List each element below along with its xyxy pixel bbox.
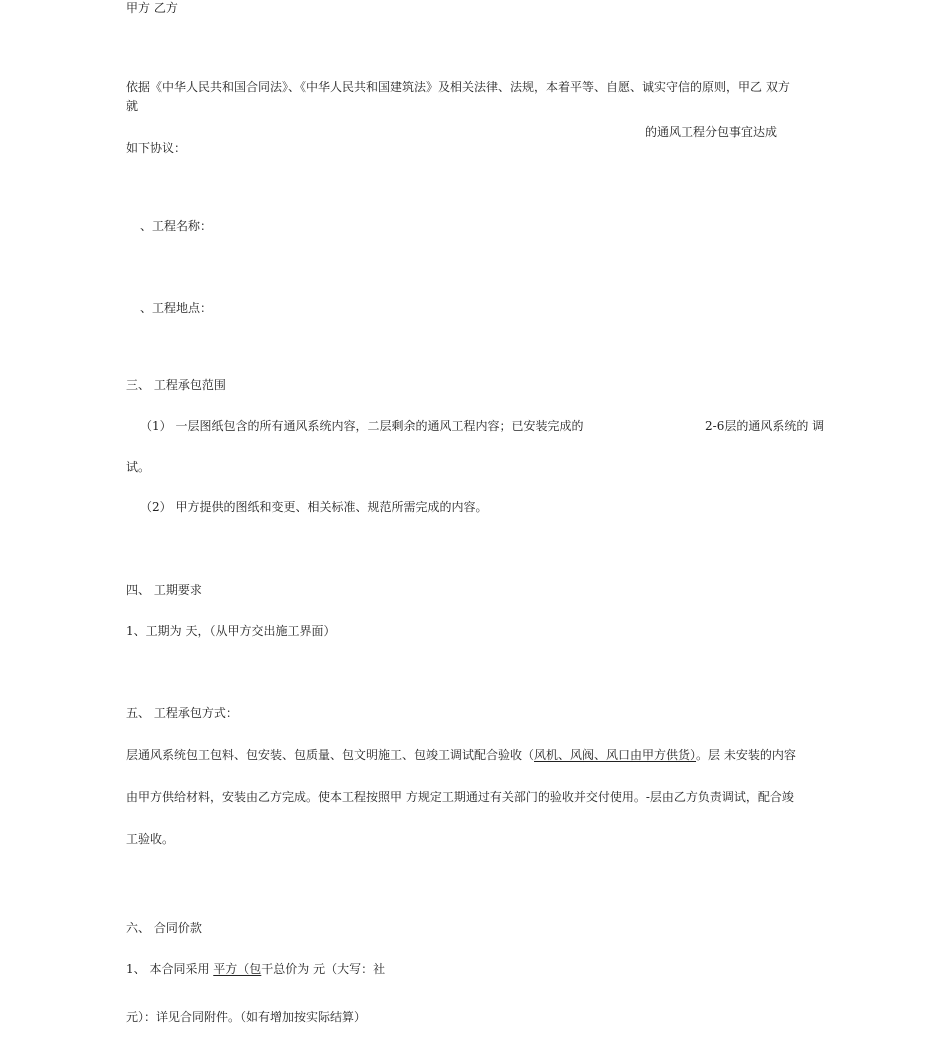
project-location-label: 、工程地点： — [140, 301, 213, 315]
contract-method-line-2: 由甲方供给材料，安装由乙方完成。使本工程按照甲 方规定工期通过有关部门的验收并交付使用。-层由乙方负责调试，配合竣 — [126, 790, 794, 804]
scope-item-1-tail: 2-6层的通风系统的 调 — [705, 419, 825, 433]
scope-item-1-cont: 试。 — [126, 460, 151, 474]
price-basis-note: 平方（包 — [213, 962, 262, 976]
contract-price-item-1-cont: 元）：详见合同附件。（如有增加按实际结算） — [126, 1010, 367, 1024]
intro-line-3: 的通风工程分包事宜达成 — [645, 125, 778, 139]
scope-item-1: （1） 一层图纸包含的所有通风系统内容，二层剩余的通风工程内容；已安装完成的 — [140, 419, 584, 433]
schedule-item-1: 1、工期为 天，（从甲方交出施工界面） — [126, 624, 336, 638]
contract-price-item-1-post: 干总价为 元（大写：社 — [261, 962, 386, 976]
contract-parties: 甲方 乙方 — [126, 1, 178, 15]
scope-heading: 三、 工程承包范围 — [126, 378, 226, 392]
contract-method-line-3: 工验收。 — [126, 832, 175, 846]
contract-price-heading: 六、 合同价款 — [126, 921, 202, 935]
schedule-heading: 四、 工期要求 — [126, 583, 202, 597]
contract-method-line-1-post: 。层 未安装的内容 — [696, 748, 796, 762]
contract-price-item-1-pre: 1、 本合同采用 — [126, 962, 214, 976]
contract-method-line-1 — [126, 749, 796, 761]
scope-item-2: （2） 甲方提供的图纸和变更、相关标准、规范所需完成的内容。 — [140, 500, 488, 514]
intro-line-4: 如下协议： — [126, 141, 187, 155]
intro-line-2: 就 — [126, 99, 139, 113]
contract-method-line-1-pre: 层通风系统包工包料、包安装、包质量、包文明施工、包竣工调试配合验收（ — [126, 748, 535, 762]
contract-method-heading: 五、 工程承包方式： — [126, 706, 238, 720]
contract-price-item-1 — [126, 963, 385, 975]
project-name-label: 、工程名称： — [140, 219, 213, 233]
supplied-equipment-note: 风机、风阀、风口由甲方供货） — [534, 748, 697, 762]
intro-line-1: 依据《中华人民共和国合同法》、《中华人民共和国建筑法》及相关法律、法规，本着平等、自愿、诚实守信的原则，甲乙 双方 — [126, 80, 790, 94]
